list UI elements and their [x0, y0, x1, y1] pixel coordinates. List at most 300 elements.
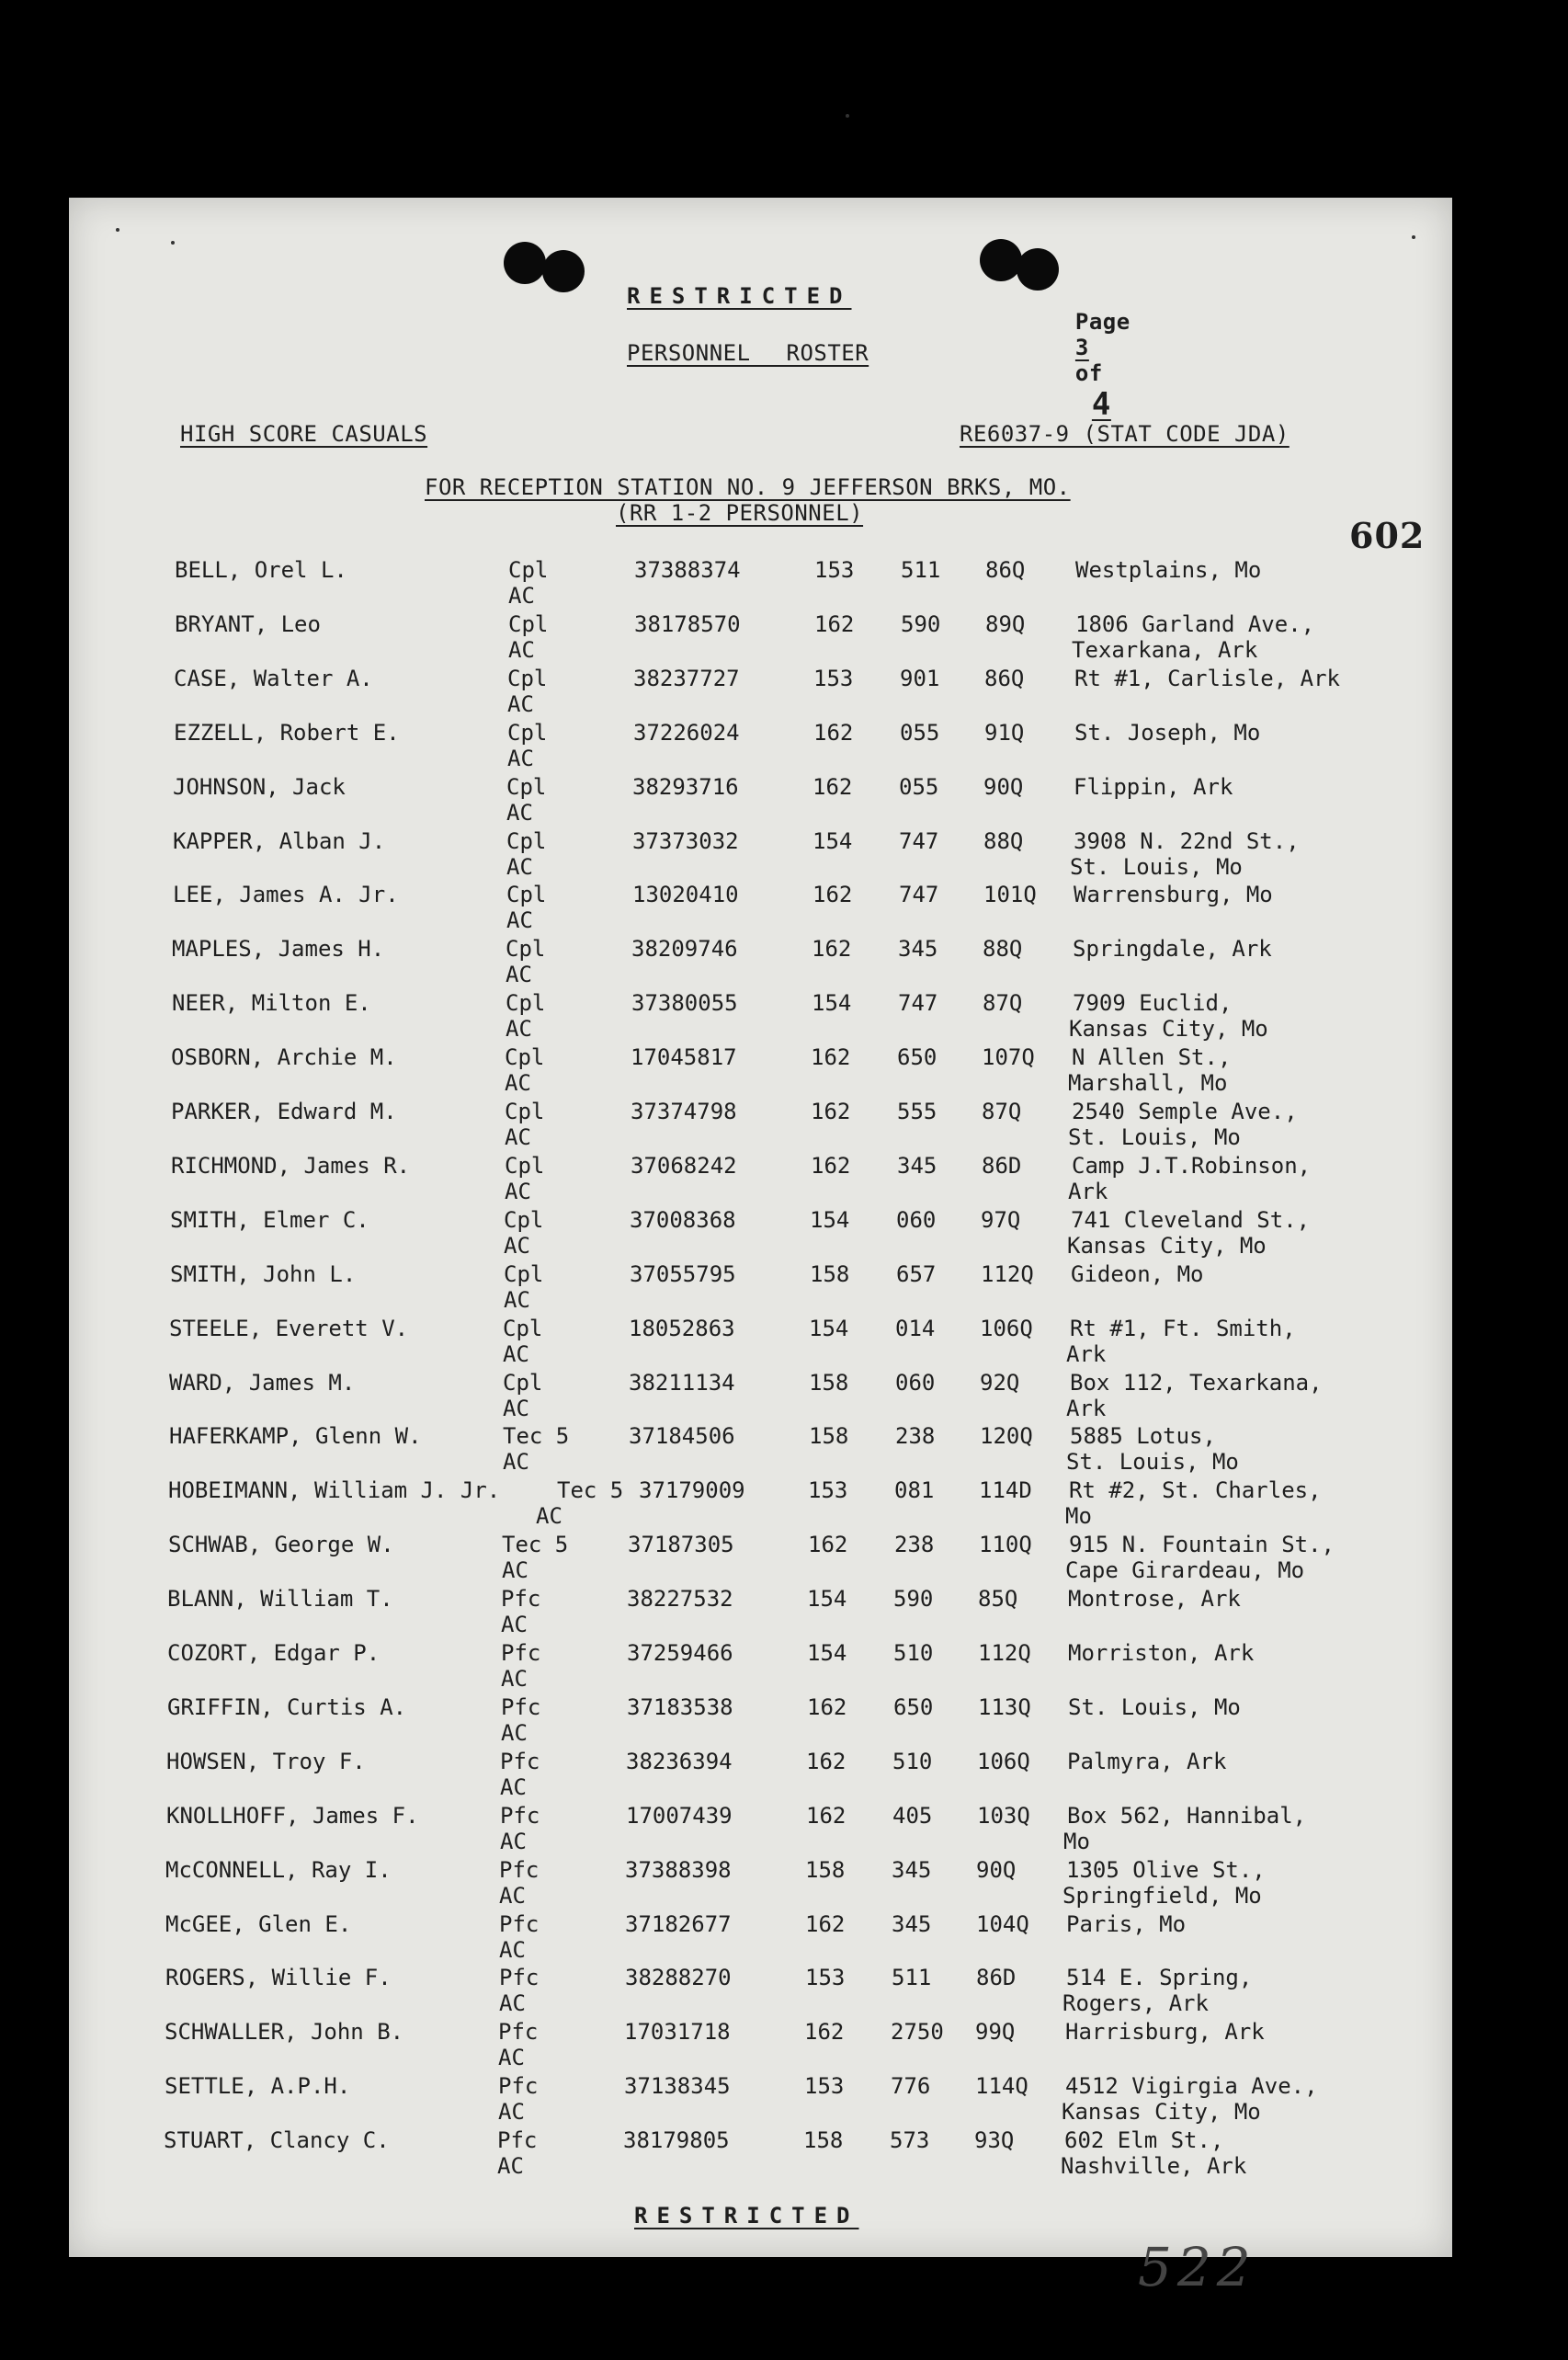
code-1: 162	[805, 1910, 846, 1937]
table-row	[0, 2073, 1567, 2128]
score: 107Q	[982, 1044, 1035, 1071]
branch: AC	[506, 907, 533, 934]
speck	[116, 228, 119, 232]
address-line-1: 741 Cleveland St.,	[1071, 1206, 1311, 1233]
table-row	[0, 936, 1567, 991]
score: 114Q	[975, 2073, 1028, 2100]
code-1: 153	[805, 1965, 846, 1991]
code-2: 345	[897, 1152, 937, 1179]
branch: AC	[504, 1286, 530, 1313]
address-line-1: 2540 Semple Ave.,	[1072, 1099, 1298, 1124]
branch: AC	[506, 853, 533, 880]
member-name: WARD, James M.	[169, 1369, 356, 1396]
code-2: 510	[892, 1748, 933, 1774]
branch: AC	[508, 583, 535, 609]
table-row	[0, 828, 1567, 884]
address-line-1: Rt #1, Carlisle, Ark	[1074, 665, 1340, 691]
code-1: 162	[811, 1099, 851, 1124]
code-2: 238	[894, 1532, 935, 1558]
code-2: 573	[890, 2127, 930, 2154]
member-name: McGEE, Glen E.	[165, 1910, 352, 1937]
code-1: 162	[812, 882, 853, 908]
score: 86Q	[985, 557, 1026, 583]
address-line-1: 915 N. Fountain St.,	[1069, 1532, 1335, 1558]
code-1: 162	[814, 610, 855, 637]
serial-number: 37388398	[625, 1856, 732, 1883]
table-row	[0, 1749, 1567, 1804]
score: 106Q	[980, 1315, 1033, 1341]
branch: AC	[506, 962, 532, 988]
code-1: 153	[804, 2073, 845, 2100]
page-number: 3	[1074, 335, 1089, 360]
address-line-1: 602 Elm St.,	[1064, 2127, 1224, 2154]
address-line-2: Ark	[1066, 1395, 1107, 1421]
serial-number: 38293716	[632, 773, 739, 800]
grade: Pfc	[501, 1586, 541, 1613]
restricted-heading-top: RESTRICTED	[627, 283, 852, 309]
serial-number: 37068242	[631, 1152, 737, 1179]
code-2: 590	[893, 1586, 934, 1613]
code-2: 081	[894, 1477, 935, 1504]
score: 103Q	[977, 1802, 1030, 1829]
serial-number: 37187305	[628, 1532, 734, 1558]
branch: AC	[506, 1016, 532, 1043]
serial-number: 37055795	[630, 1260, 736, 1287]
address-line-2: Texarkana, Ark	[1072, 636, 1258, 663]
member-name: OSBORN, Archie M.	[171, 1044, 397, 1071]
branch: AC	[498, 2099, 525, 2126]
branch: AC	[499, 1882, 526, 1909]
grade: Pfc	[498, 2073, 539, 2100]
code-2: 055	[900, 719, 940, 746]
grade: Cpl	[507, 719, 548, 746]
grade: Cpl	[505, 1152, 545, 1179]
table-row	[0, 1532, 1567, 1587]
code-2: 747	[899, 882, 939, 908]
grade: Pfc	[500, 1802, 540, 1829]
serial-number: 17031718	[624, 2019, 731, 2046]
code-1: 154	[812, 827, 853, 854]
address-line-1: St. Joseph, Mo	[1074, 719, 1261, 746]
score: 86D	[976, 1965, 1017, 1991]
branch: AC	[499, 1936, 526, 1963]
of-label: of	[1074, 360, 1103, 386]
address-line-1: Box 562, Hannibal,	[1067, 1802, 1307, 1829]
grade: Pfc	[501, 1640, 541, 1666]
code-2: 901	[900, 665, 940, 691]
member-name: COZORT, Edgar P.	[167, 1640, 381, 1666]
serial-number: 37182677	[625, 1910, 732, 1937]
serial-number: 38178570	[634, 610, 741, 637]
address-line-2: St. Louis, Mo	[1070, 853, 1243, 880]
address-line-1: Camp J.T.Robinson,	[1072, 1152, 1312, 1179]
code-2: 345	[898, 936, 938, 963]
grade: Cpl	[505, 1044, 545, 1071]
table-row	[0, 1857, 1567, 1912]
code-1: 154	[807, 1586, 847, 1613]
table-row	[0, 2019, 1567, 2074]
code-1: 162	[806, 1802, 846, 1829]
address-line-1: 514 E. Spring,	[1066, 1965, 1253, 1991]
code-2: 510	[893, 1640, 934, 1666]
table-row	[0, 1099, 1567, 1154]
code-1: 153	[808, 1477, 848, 1504]
punch-hole-left-b	[542, 250, 585, 292]
serial-number: 38179805	[623, 2127, 730, 2154]
member-name: HAFERKAMP, Glenn W.	[169, 1423, 422, 1450]
address-line-1: Box 112, Texarkana,	[1070, 1369, 1323, 1396]
page-total: 4	[1091, 386, 1111, 423]
page-label: Page	[1074, 309, 1131, 335]
code-1: 162	[808, 1532, 848, 1558]
member-name: MAPLES, James H.	[172, 936, 385, 963]
grade: Cpl	[506, 827, 547, 854]
address-line-1: St. Louis, Mo	[1068, 1693, 1241, 1720]
table-row	[0, 882, 1567, 937]
roster-title: PERSONNEL ROSTER	[627, 340, 869, 366]
member-name: BRYANT, Leo	[175, 610, 321, 637]
speck	[171, 241, 175, 245]
code-2: 060	[896, 1206, 937, 1233]
table-row	[0, 1911, 1567, 1967]
code-1: 162	[807, 1693, 847, 1720]
stat-code: RE6037-9 (STAT CODE JDA)	[960, 421, 1290, 447]
branch: AC	[501, 1612, 528, 1638]
address-line-1: Morriston, Ark	[1068, 1640, 1255, 1666]
table-row	[0, 666, 1567, 721]
table-row	[0, 1044, 1567, 1100]
address-line-1: N Allen St.,	[1072, 1044, 1232, 1071]
address-line-1: Gideon, Mo	[1071, 1260, 1204, 1287]
code-1: 162	[811, 1044, 851, 1071]
member-name: BLANN, William T.	[167, 1586, 393, 1613]
serial-number: 38211134	[629, 1369, 735, 1396]
branch: AC	[507, 745, 534, 771]
serial-number: 38237727	[633, 665, 740, 691]
address-line-1: Harrisburg, Ark	[1065, 2019, 1265, 2046]
serial-number: 37183538	[627, 1693, 733, 1720]
branch: AC	[500, 1828, 527, 1854]
serial-number: 37184506	[629, 1423, 735, 1450]
grade: Cpl	[507, 665, 548, 691]
member-name: STEELE, Everett V.	[169, 1315, 409, 1341]
table-row	[0, 1370, 1567, 1425]
score: 112Q	[978, 1640, 1031, 1666]
code-1: 154	[807, 1640, 847, 1666]
code-1: 158	[809, 1423, 849, 1450]
table-row	[0, 720, 1567, 775]
member-name: NEER, Milton E.	[172, 990, 371, 1017]
serial-number: 37259466	[627, 1640, 733, 1666]
address-line-2: Rogers, Ark	[1062, 1990, 1209, 2017]
code-2: 555	[897, 1099, 937, 1124]
score: 86D	[982, 1152, 1022, 1179]
branch: AC	[505, 1124, 531, 1150]
stamp-number: 602	[1349, 515, 1426, 556]
serial-number: 17045817	[631, 1044, 737, 1071]
member-name: SCHWALLER, John B.	[165, 2019, 404, 2046]
code-1: 154	[809, 1315, 849, 1341]
table-row	[0, 1153, 1567, 1208]
serial-number: 37380055	[631, 990, 738, 1017]
rr-personnel-line: (RR 1-2 PERSONNEL)	[616, 500, 864, 526]
restricted-heading-bottom: RESTRICTED	[634, 2203, 859, 2229]
grade: Pfc	[497, 2127, 538, 2154]
serial-number: 37388374	[634, 557, 741, 583]
address-line-2: Kansas City, Mo	[1067, 1232, 1267, 1259]
code-1: 158	[809, 1369, 849, 1396]
member-name: SETTLE, A.P.H.	[165, 2073, 351, 2100]
table-row	[0, 1207, 1567, 1262]
member-name: CASE, Walter A.	[174, 665, 373, 691]
address-line-2: Mo	[1063, 1828, 1090, 1854]
branch: AC	[507, 690, 534, 717]
address-line-1: Springdale, Ark	[1073, 936, 1272, 963]
address-line-2: Ark	[1068, 1178, 1108, 1204]
branch: AC	[499, 1990, 526, 2017]
address-line-2: St. Louis, Mo	[1068, 1124, 1241, 1150]
grade: Cpl	[508, 557, 549, 583]
branch: AC	[503, 1449, 529, 1476]
code-2: 014	[895, 1315, 936, 1341]
branch: AC	[505, 1178, 531, 1204]
score: 85Q	[978, 1586, 1018, 1613]
score: 87Q	[983, 990, 1023, 1017]
code-1: 153	[814, 557, 855, 583]
code-2: 650	[893, 1693, 934, 1720]
code-2: 055	[899, 773, 939, 800]
code-2: 747	[898, 990, 938, 1017]
unit-name: HIGH SCORE CASUALS	[180, 421, 428, 447]
grade: Pfc	[498, 2019, 539, 2046]
table-row	[0, 1803, 1567, 1858]
code-2: 511	[892, 1965, 932, 1991]
serial-number: 38209746	[631, 936, 738, 963]
code-1: 162	[812, 936, 852, 963]
member-name: PARKER, Edward M.	[171, 1099, 397, 1124]
serial-number: 38236394	[626, 1748, 733, 1774]
address-line-1: Montrose, Ark	[1068, 1586, 1241, 1613]
serial-number: 18052863	[629, 1315, 735, 1341]
serial-number: 37138345	[624, 2073, 731, 2100]
page-indicator	[1048, 283, 1131, 423]
address-line-1: Flippin, Ark	[1074, 773, 1233, 800]
code-2: 238	[895, 1423, 936, 1450]
address-line-2: Cape Girardeau, Mo	[1065, 1557, 1305, 1584]
grade: Tec 5	[557, 1477, 624, 1504]
score: 89Q	[985, 610, 1026, 637]
grade: Pfc	[499, 1965, 540, 1991]
table-row	[0, 1640, 1567, 1695]
grade: Pfc	[499, 1856, 540, 1883]
reception-station-line: FOR RECEPTION STATION NO. 9 JEFFERSON BRKS, MO.	[425, 474, 1071, 500]
grade: Cpl	[504, 1206, 544, 1233]
code-2: 060	[895, 1369, 936, 1396]
code-2: 657	[896, 1260, 937, 1287]
address-line-1: 3908 N. 22nd St.,	[1074, 827, 1300, 854]
punch-hole-left-a	[504, 242, 546, 284]
grade: Pfc	[499, 1910, 540, 1937]
grade: Cpl	[505, 1099, 545, 1124]
serial-number: 37226024	[633, 719, 740, 746]
score: 91Q	[984, 719, 1025, 746]
table-row	[0, 1261, 1567, 1317]
member-name: SMITH, Elmer C.	[170, 1206, 369, 1233]
member-name: RICHMOND, James R.	[171, 1152, 411, 1179]
serial-number: 37374798	[631, 1099, 737, 1124]
code-1: 162	[812, 773, 853, 800]
score: 99Q	[975, 2019, 1016, 2046]
table-row	[0, 1586, 1567, 1641]
code-2: 2750	[891, 2019, 944, 2046]
member-name: ROGERS, Willie F.	[165, 1965, 392, 1991]
score: 97Q	[981, 1206, 1021, 1233]
handwritten-number: 522	[1138, 2236, 1256, 2298]
address-line-1: 4512 Vigirgia Ave.,	[1065, 2073, 1318, 2100]
member-name: GRIFFIN, Curtis A.	[167, 1693, 407, 1720]
score: 93Q	[974, 2127, 1015, 2154]
grade: Cpl	[504, 1260, 544, 1287]
table-row	[0, 611, 1567, 667]
address-line-1: 7909 Euclid,	[1073, 990, 1233, 1017]
code-1: 162	[806, 1748, 846, 1774]
table-row	[0, 1477, 1567, 1533]
score: 90Q	[983, 773, 1024, 800]
branch: AC	[498, 2045, 525, 2071]
serial-number: 37008368	[630, 1206, 736, 1233]
address-line-1: Westplains, Mo	[1075, 557, 1262, 583]
code-2: 747	[899, 827, 939, 854]
code-2: 511	[901, 557, 941, 583]
score: 114D	[979, 1477, 1032, 1504]
address-line-1: Rt #2, St. Charles,	[1069, 1477, 1322, 1504]
speck	[1412, 235, 1415, 239]
speck	[846, 114, 849, 118]
branch: AC	[503, 1395, 529, 1421]
score: 120Q	[980, 1423, 1033, 1450]
code-1: 153	[813, 665, 854, 691]
member-name: LEE, James A. Jr.	[173, 882, 399, 908]
branch: AC	[502, 1557, 528, 1584]
address-line-2: Mo	[1065, 1503, 1092, 1530]
branch: AC	[500, 1773, 527, 1800]
member-name: McCONNELL, Ray I.	[165, 1856, 392, 1883]
score: 90Q	[976, 1856, 1017, 1883]
branch: AC	[503, 1340, 529, 1367]
branch: AC	[501, 1666, 528, 1692]
branch: AC	[501, 1719, 528, 1746]
address-line-2: St. Louis, Mo	[1066, 1449, 1239, 1476]
address-line-1: 5885 Lotus,	[1070, 1423, 1216, 1450]
address-line-1: Paris, Mo	[1066, 1910, 1187, 1937]
table-row	[0, 1965, 1567, 2020]
score: 88Q	[983, 827, 1024, 854]
grade: Pfc	[501, 1693, 541, 1720]
score: 88Q	[983, 936, 1023, 963]
table-row	[0, 1316, 1567, 1371]
score: 113Q	[978, 1693, 1031, 1720]
address-line-1: Rt #1, Ft. Smith,	[1070, 1315, 1296, 1341]
branch: AC	[508, 636, 535, 663]
branch: AC	[506, 799, 533, 826]
serial-number: 17007439	[626, 1802, 733, 1829]
member-name: KNOLLHOFF, James F.	[166, 1802, 419, 1829]
score: 92Q	[980, 1369, 1020, 1396]
table-row	[0, 774, 1567, 829]
address-line-1: 1305 Olive St.,	[1066, 1856, 1266, 1883]
address-line-2: Kansas City, Mo	[1069, 1016, 1268, 1043]
punch-hole-right-a	[980, 239, 1022, 281]
table-row	[0, 2127, 1567, 2183]
code-2: 345	[892, 1856, 932, 1883]
code-1: 158	[803, 2127, 844, 2154]
member-name: BELL, Orel L.	[175, 557, 347, 583]
grade: Cpl	[506, 882, 547, 908]
score: 112Q	[981, 1260, 1034, 1287]
grade: Tec 5	[503, 1423, 570, 1450]
code-2: 650	[897, 1044, 937, 1071]
member-name: EZZELL, Robert E.	[174, 719, 400, 746]
code-1: 154	[812, 990, 852, 1017]
code-1: 162	[804, 2019, 845, 2046]
branch: AC	[505, 1070, 531, 1097]
serial-number: 37373032	[632, 827, 739, 854]
code-1: 158	[810, 1260, 850, 1287]
branch: AC	[504, 1232, 530, 1259]
member-name: HOWSEN, Troy F.	[166, 1748, 366, 1774]
table-row	[0, 557, 1567, 612]
address-line-2: Ark	[1066, 1340, 1107, 1367]
grade: Pfc	[500, 1748, 540, 1774]
member-name: HOBEIMANN, William J. Jr.	[168, 1477, 501, 1504]
score: 110Q	[979, 1532, 1032, 1558]
address-line-1: Warrensburg, Mo	[1074, 882, 1273, 908]
serial-number: 37179009	[639, 1477, 745, 1504]
serial-number: 38227532	[627, 1586, 733, 1613]
address-line-2: Kansas City, Mo	[1062, 2099, 1261, 2126]
serial-number: 13020410	[632, 882, 739, 908]
code-2: 405	[892, 1802, 933, 1829]
branch: AC	[497, 2153, 524, 2180]
grade: Cpl	[506, 936, 546, 963]
grade: Cpl	[503, 1315, 543, 1341]
score: 86Q	[984, 665, 1025, 691]
table-row	[0, 1423, 1567, 1478]
score: 104Q	[976, 1910, 1029, 1937]
member-name: SMITH, John L.	[170, 1260, 357, 1287]
address-line-2: Nashville, Ark	[1061, 2153, 1247, 2180]
address-line-1: 1806 Garland Ave.,	[1075, 610, 1315, 637]
code-1: 158	[805, 1856, 846, 1883]
grade: Tec 5	[502, 1532, 569, 1558]
address-line-2: Springfield, Mo	[1062, 1882, 1262, 1909]
score: 101Q	[983, 882, 1037, 908]
serial-number: 38288270	[625, 1965, 732, 1991]
branch: AC	[536, 1503, 562, 1530]
score: 87Q	[982, 1099, 1022, 1124]
address-line-1: Palmyra, Ark	[1067, 1748, 1227, 1774]
grade: Cpl	[506, 990, 546, 1017]
code-2: 345	[892, 1910, 932, 1937]
address-line-2: Marshall, Mo	[1068, 1070, 1228, 1097]
member-name: STUART, Clancy C.	[164, 2127, 390, 2154]
code-2: 590	[901, 610, 941, 637]
code-1: 162	[813, 719, 854, 746]
grade: Cpl	[508, 610, 549, 637]
code-1: 162	[811, 1152, 851, 1179]
member-name: SCHWAB, George W.	[168, 1532, 394, 1558]
score: 106Q	[977, 1748, 1030, 1774]
